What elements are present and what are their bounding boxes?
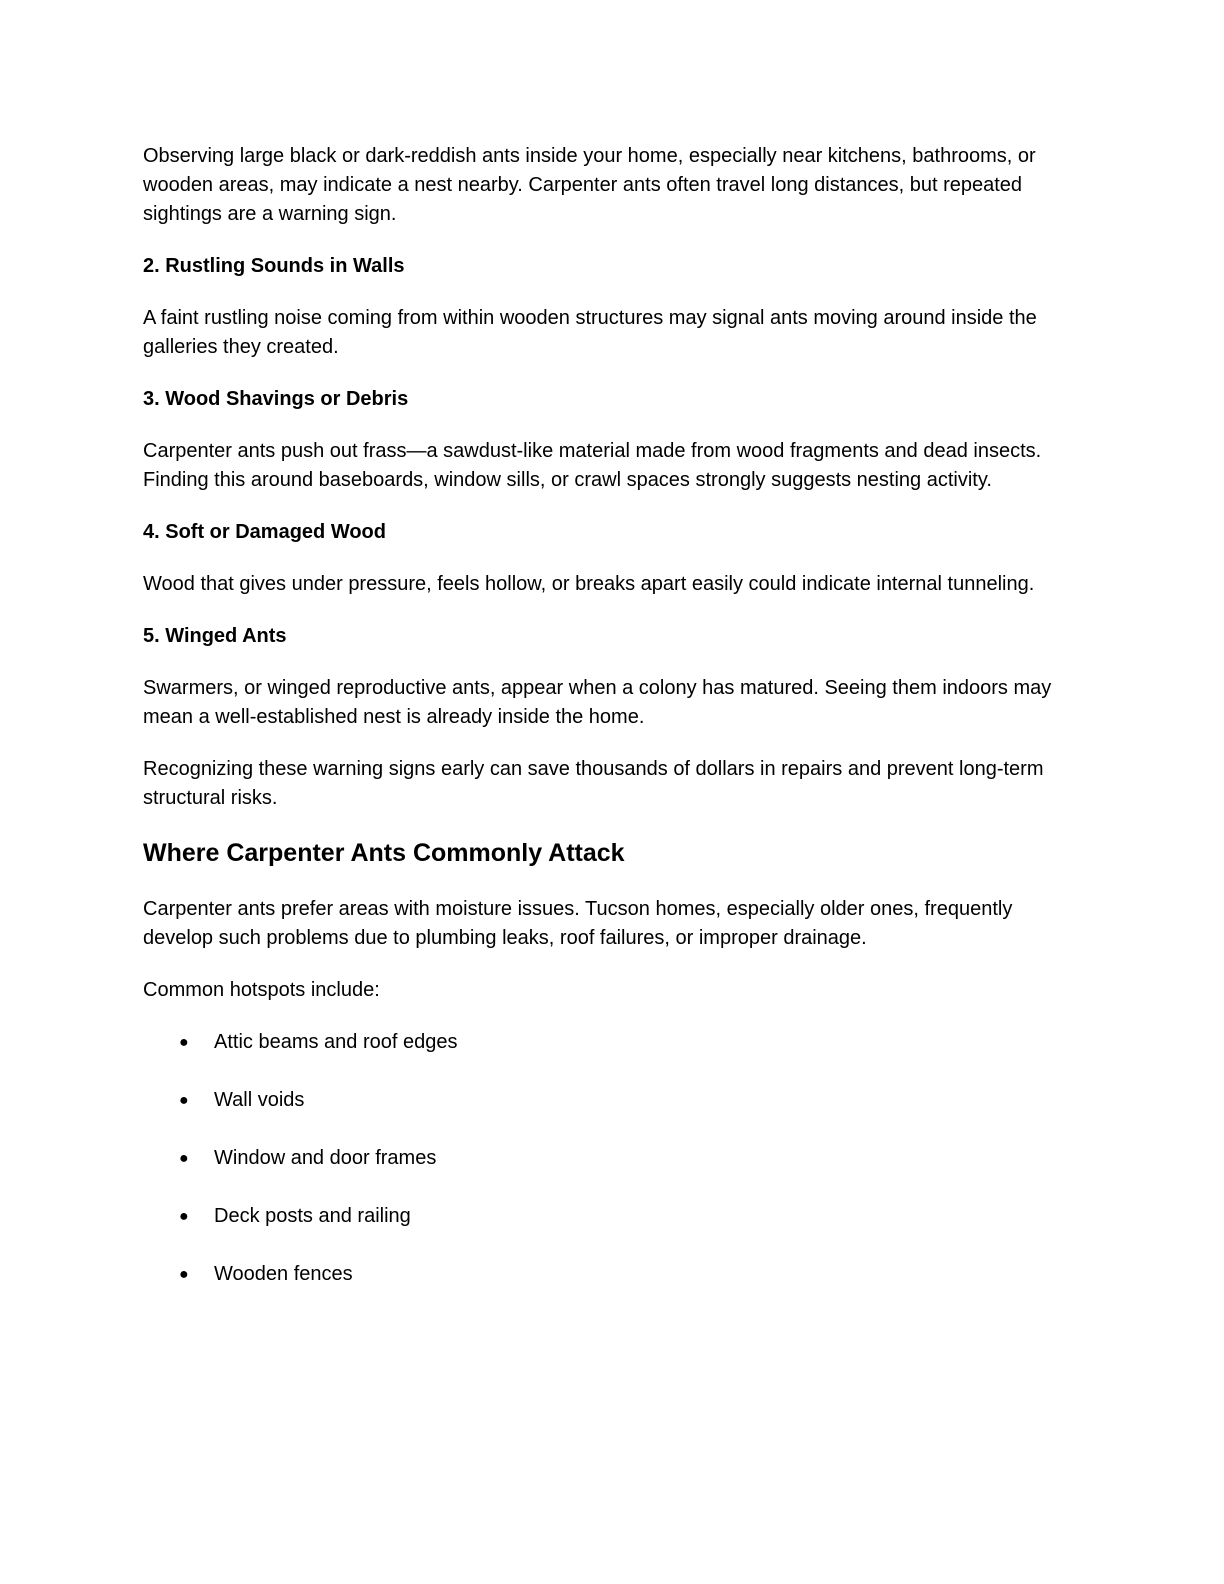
bullet-icon: ● [179, 1266, 189, 1283]
list-item [143, 1028, 1063, 1057]
bullet-icon: ● [179, 1092, 189, 1109]
document-page [143, 142, 1063, 1318]
conclusion-paragraph: Recognizing these warning signs early can save thousands of dollars in repairs and prevent long-term structural risks. [143, 758, 1044, 809]
bullet-icon: ● [179, 1034, 189, 1051]
section-heading: Where Carpenter Ants Commonly Attack [143, 839, 625, 867]
hotspots-list [143, 1028, 1063, 1289]
sign-5-text: Swarmers, or winged reproductive ants, appear when a colony has matured. Seeing them indoors may mean a well-established nest is already inside the home. [143, 677, 1052, 728]
list-item-text: Attic beams and roof edges [214, 1031, 458, 1053]
sign-5-heading: 5. Winged Ants [143, 625, 287, 647]
sign-2-text: A faint rustling noise coming from within wooden structures may signal ants moving around inside the galleries they created. [143, 307, 1037, 358]
bullet-icon: ● [179, 1150, 189, 1167]
bullet-icon: ● [179, 1208, 189, 1225]
list-item [143, 1202, 1063, 1231]
list-item [143, 1086, 1063, 1115]
intro-paragraph: Observing large black or dark-reddish ants inside your home, especially near kitchens, bathrooms, or wooden areas, may indicate a nest nearby. Carpenter ants often travel long distances, but repeated sightings are a warning sign. [143, 145, 1036, 225]
section-intro-paragraph: Carpenter ants prefer areas with moisture issues. Tucson homes, especially older ones, frequently develop such problems due to plumbing leaks, roof failures, or improper drainage. [143, 898, 1013, 949]
list-item [143, 1260, 1063, 1289]
sign-3-text: Carpenter ants push out frass—a sawdust-like material made from wood fragments and dead insects. Finding this around baseboards, window sills, or crawl spaces strongly suggests nesting activity. [143, 440, 1042, 491]
list-item [143, 1144, 1063, 1173]
list-item-text: Deck posts and railing [214, 1205, 411, 1227]
sign-3-heading: 3. Wood Shavings or Debris [143, 388, 409, 410]
sign-2-heading: 2. Rustling Sounds in Walls [143, 255, 405, 277]
list-item-text: Window and door frames [214, 1147, 437, 1169]
sign-4-text: Wood that gives under pressure, feels hollow, or breaks apart easily could indicate internal tunneling. [143, 573, 1035, 595]
sign-4-heading: 4. Soft or Damaged Wood [143, 521, 386, 543]
hotspots-lead: Common hotspots include: [143, 979, 380, 1001]
list-item-text: Wooden fences [214, 1263, 353, 1285]
list-item-text: Wall voids [214, 1089, 305, 1111]
